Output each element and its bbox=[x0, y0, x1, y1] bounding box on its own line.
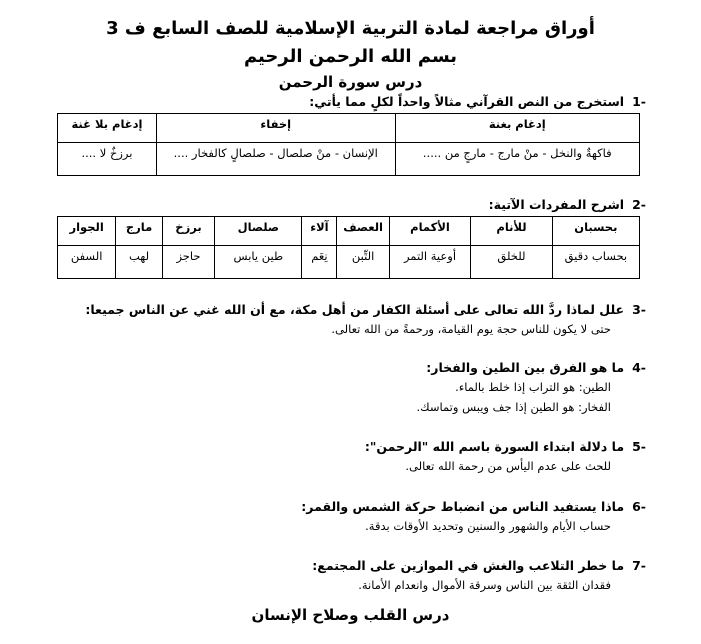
tajweed-table bbox=[57, 113, 640, 176]
table-header: الجوار bbox=[58, 217, 116, 246]
answer: فقدان الثقة بين الناس وسرقة الأموال وانعدام الأمانة. bbox=[358, 578, 611, 592]
table-cell: برزخٌ لا .... bbox=[58, 143, 157, 176]
page-title: أوراق مراجعة لمادة التربية الإسلامية للصف السابع ف 3 bbox=[106, 18, 595, 39]
table-header: للأنام bbox=[471, 217, 552, 246]
question-number: -1 bbox=[632, 94, 646, 109]
table-header: إدغام بلا غنة bbox=[58, 114, 157, 143]
table-header: برزخ bbox=[162, 217, 214, 246]
question-6 bbox=[301, 499, 646, 514]
question-number: -3 bbox=[632, 302, 646, 317]
question-4 bbox=[426, 360, 646, 375]
table-header: بحسبان bbox=[552, 217, 639, 246]
answer: للحث على عدم اليأس من رحمة الله تعالى. bbox=[405, 459, 611, 473]
table-cell: التِّبن bbox=[337, 246, 389, 279]
vocabulary-table bbox=[57, 216, 640, 279]
table-header: العصف bbox=[337, 217, 389, 246]
table-cell: فاكهةٌ والنخل - منْ مارج - مارجٍ من ..... bbox=[395, 143, 639, 176]
question-number: -6 bbox=[632, 499, 646, 514]
answer: حساب الأيام والشهور والسنين وتحديد الأوقات بدقة. bbox=[365, 519, 611, 533]
lesson-title: درس سورة الرحمن bbox=[278, 73, 423, 91]
question-text: ما هو الفرق بين الطين والفخار: bbox=[426, 360, 625, 375]
table-header: مارج bbox=[116, 217, 163, 246]
table-header: آلاء bbox=[302, 217, 337, 246]
table-cell: أوعية التمر bbox=[389, 246, 470, 279]
table-header: إخفاء bbox=[156, 114, 395, 143]
table-header: الأكمام bbox=[389, 217, 470, 246]
table-cell: حاجز bbox=[162, 246, 214, 279]
table-cell: للخلق bbox=[471, 246, 552, 279]
table-header: إدغام بغنة bbox=[395, 114, 639, 143]
question-text: ماذا يستفيد الناس من انضباط حركة الشمس والقمر: bbox=[301, 499, 625, 514]
table-cell: الإنسان - منْ صلصال - صلصالٍ كالفخار .... bbox=[156, 143, 395, 176]
table-cell: لهب bbox=[116, 246, 163, 279]
question-text: ما دلالة ابتداء السورة باسم الله "الرحمن": bbox=[364, 439, 625, 454]
question-text: استخرج من النص القرآني مثالاً واحداً لكلٍ مما يأتي: bbox=[309, 94, 625, 109]
question-1 bbox=[309, 94, 646, 109]
question-text: اشرح المفردات الآتية: bbox=[488, 197, 625, 212]
question-text: ما خطر التلاعب والغش في الموازين على المجتمع: bbox=[312, 558, 625, 573]
answer: الطين: هو التراب إذا خلط بالماء. bbox=[455, 380, 611, 394]
question-3 bbox=[85, 302, 646, 317]
table-cell: طين يابس bbox=[215, 246, 302, 279]
question-5 bbox=[365, 439, 646, 454]
question-2 bbox=[489, 197, 646, 212]
basmala: بسم الله الرحمن الرحيم bbox=[243, 46, 458, 67]
question-number: -7 bbox=[632, 558, 646, 573]
question-text: علل لماذا ردَّ الله تعالى على أسئلة الكفار من أهل مكة، مع أن الله غني عن الناس جميعا: bbox=[85, 302, 625, 317]
table-cell: بحساب دقيق bbox=[552, 246, 639, 279]
table-header: صلصال bbox=[215, 217, 302, 246]
table-cell: السفن bbox=[58, 246, 116, 279]
question-number: -5 bbox=[632, 439, 646, 454]
answer: الفخار: هو الطين إذا جف ويبس وتماسك. bbox=[416, 400, 611, 414]
question-number: -2 bbox=[632, 197, 646, 212]
table-cell: نِعَم bbox=[302, 246, 337, 279]
question-7 bbox=[312, 558, 646, 573]
answer: حتى لا يكون للناس حجة يوم القيامة، ورحمةً من الله تعالى. bbox=[331, 322, 611, 336]
next-lesson-title: درس القلب وصلاح الإنسان bbox=[251, 606, 450, 624]
question-number: -4 bbox=[632, 360, 646, 375]
